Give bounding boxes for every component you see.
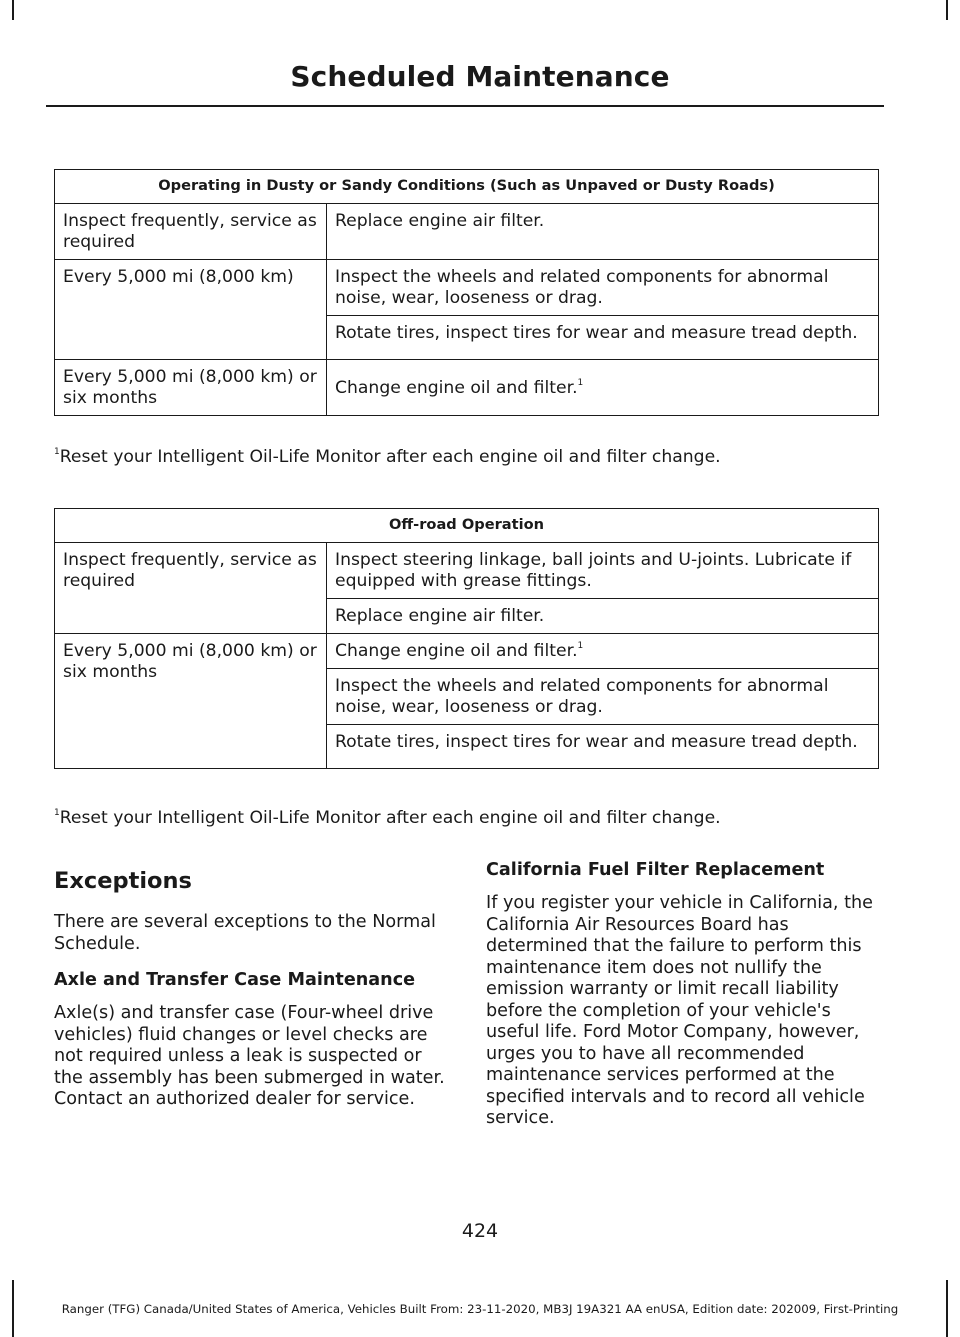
subsection-heading: California Fuel Filter Replacement [486,860,825,880]
table-heading: Off-road Operation [55,509,879,543]
footnote-marker: 1 [577,377,584,388]
table-row [55,260,879,316]
off-road-table [54,508,879,769]
interval-cell: Inspect frequently, service as required [55,543,327,634]
page-number: 424 [461,1220,499,1242]
footnote-text: Reset your Intelligent Oil-Life Monitor after each engine oil and filter change. [59,447,721,467]
task-cell: Inspect the wheels and related components for abnormal noise, wear, looseness or drag. [327,669,879,725]
header-divider [46,105,884,107]
exceptions-section [54,868,449,1125]
section-heading: Exceptions [54,868,192,894]
footer-text: Ranger (TFG) Canada/United States of America, Vehicles Built From: 23-11-2020, MB3J 19A321 AA enUSA, Edition date: 202009, First-Printing [61,1302,899,1316]
footnote-marker: 1 [577,641,584,651]
task-cell: Inspect steering linkage, ball joints and U-joints. Lubricate if equipped with grease fittings. [327,543,879,599]
interval-cell: Every 5,000 mi (8,000 km) [55,260,327,360]
task-cell: Replace engine air filter. [327,599,879,634]
task-cell: Inspect the wheels and related components for abnormal noise, wear, looseness or drag. [327,260,879,316]
footnote-marker: 1 [54,447,60,457]
table-row [55,543,879,599]
task-cell: Rotate tires, inspect tires for wear and measure tread depth. [327,725,879,769]
footnote-text: Reset your Intelligent Oil-Life Monitor after each engine oil and filter change. [59,808,721,828]
task-cell: Replace engine air filter. [327,204,879,260]
interval-cell: Every 5,000 mi (8,000 km) or six months [55,360,327,416]
task-cell [327,360,879,416]
table-heading: Operating in Dusty or Sandy Conditions (Such as Unpaved or Dusty Roads) [55,170,879,204]
paragraph: Axle(s) and transfer case (Four-wheel drive vehicles) fluid changes or level checks are not required unless a leak is suspected or the assembly has been submerged in water. Contact an authorized dealer for service. [54,1003,445,1109]
table-row [55,634,879,669]
task-text: Change engine oil and filter. [335,377,578,398]
interval-cell: Every 5,000 mi (8,000 km) or six months [55,634,327,769]
subsection-heading: Axle and Transfer Case Maintenance [54,970,416,990]
crop-mark-top-left [12,0,14,20]
table-row [55,360,879,416]
footnote [54,447,721,468]
page-title: Scheduled Maintenance [290,60,670,93]
california-section [486,859,881,1144]
paragraph: If you register your vehicle in California, the California Air Resources Board has determined that the failure to perform this maintenance item does not nullify the emission warranty or limit recall liability before the completion of your vehicle's useful life. Ford Motor Company, however, urges you to have all recommended maintenance services performed at the specified intervals and to record all vehicle service. [486,893,873,1128]
crop-mark-top-right [946,0,948,20]
interval-cell: Inspect frequently, service as required [55,204,327,260]
footnote-marker: 1 [54,808,60,818]
task-text: Change engine oil and filter. [335,641,578,661]
dusty-conditions-table [54,169,879,416]
footnote [54,808,721,829]
task-cell: Rotate tires, inspect tires for wear and measure tread depth. [327,316,879,360]
task-cell [327,634,879,669]
table-row [55,204,879,260]
paragraph: There are several exceptions to the Normal Schedule. [54,912,436,954]
